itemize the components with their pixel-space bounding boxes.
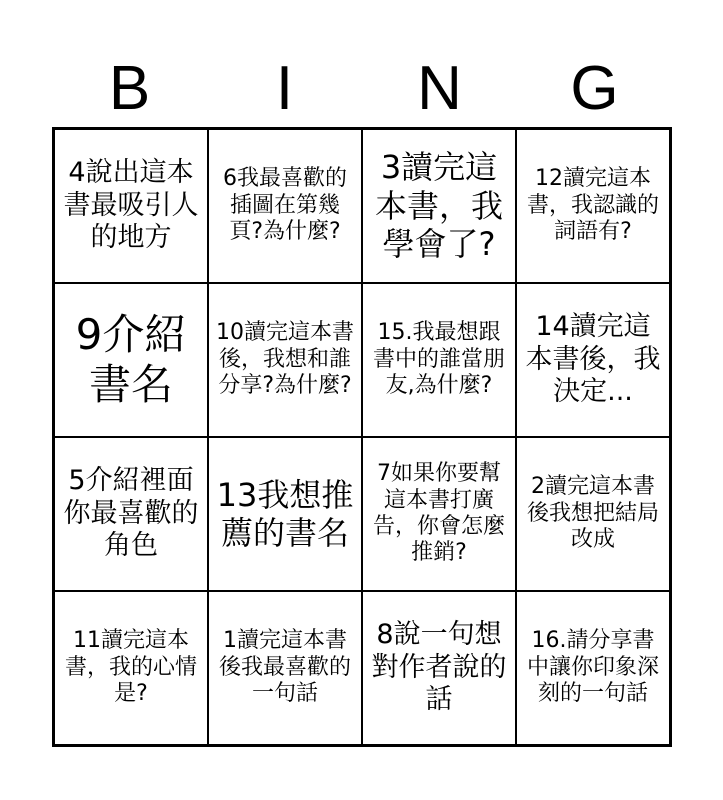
header-letter-n: N — [417, 54, 462, 123]
bingo-header — [52, 50, 672, 128]
cell-text: 2讀完這本書後我想把結局改成 — [526, 474, 659, 553]
cell-text: 12讀完這本書，我認識的詞語有? — [526, 166, 659, 245]
cell-text: 13我想推薦的書名 — [216, 475, 354, 552]
cell-text: 5介紹裡面你最喜歡的角色 — [63, 465, 199, 562]
cell-text: 1讀完這本書後我最喜歡的一句話 — [218, 628, 351, 707]
cell-text: 3讀完這本書，我學會了? — [374, 148, 503, 264]
bingo-cell-r3c4[interactable] — [516, 437, 670, 591]
cell-text: 8說一句想對作者說的話 — [371, 619, 507, 716]
cell-text: 15.我最想跟書中的誰當朋友,為什麼? — [372, 320, 505, 399]
bingo-cell-r3c3[interactable] — [362, 437, 516, 591]
bingo-cell-r4c2[interactable] — [208, 591, 362, 745]
header-letter-i: I — [275, 54, 294, 123]
bingo-cell-r4c3[interactable] — [362, 591, 516, 745]
bingo-cell-r1c1[interactable] — [54, 129, 208, 283]
bingo-cell-r1c3[interactable] — [362, 129, 516, 283]
bingo-cell-r4c1[interactable] — [54, 591, 208, 745]
cell-text: 14讀完這本書後，我決定... — [525, 311, 661, 408]
bingo-cell-r1c2[interactable] — [208, 129, 362, 283]
cell-text: 11讀完這本書，我的心情是? — [64, 628, 197, 707]
cell-text: 7如果你要幫這本書打廣告，你會怎麼推銷? — [372, 461, 505, 566]
cell-text: 4說出這本書最吸引人的地方 — [63, 157, 199, 254]
bingo-cell-r2c2[interactable] — [208, 283, 362, 437]
cell-text: 10讀完這本書後，我想和誰分享?為什麼? — [216, 320, 354, 399]
cell-text: 6我最喜歡的插圖在第幾頁?為什麼? — [223, 166, 347, 245]
bingo-board — [52, 127, 672, 747]
bingo-cell-r1c4[interactable] — [516, 129, 670, 283]
bingo-cell-r4c4[interactable] — [516, 591, 670, 745]
bingo-cell-r2c1[interactable] — [54, 283, 208, 437]
bingo-cell-r3c2[interactable] — [208, 437, 362, 591]
header-letter-b: B — [108, 54, 151, 123]
bingo-cell-r2c4[interactable] — [516, 283, 670, 437]
bingo-cell-r3c1[interactable] — [54, 437, 208, 591]
header-letter-g: G — [570, 54, 619, 123]
cell-text: 9介紹書名 — [75, 309, 187, 409]
cell-text: 16.請分享書中讓你印象深刻的一句話 — [526, 628, 659, 707]
bingo-cell-r2c3[interactable] — [362, 283, 516, 437]
